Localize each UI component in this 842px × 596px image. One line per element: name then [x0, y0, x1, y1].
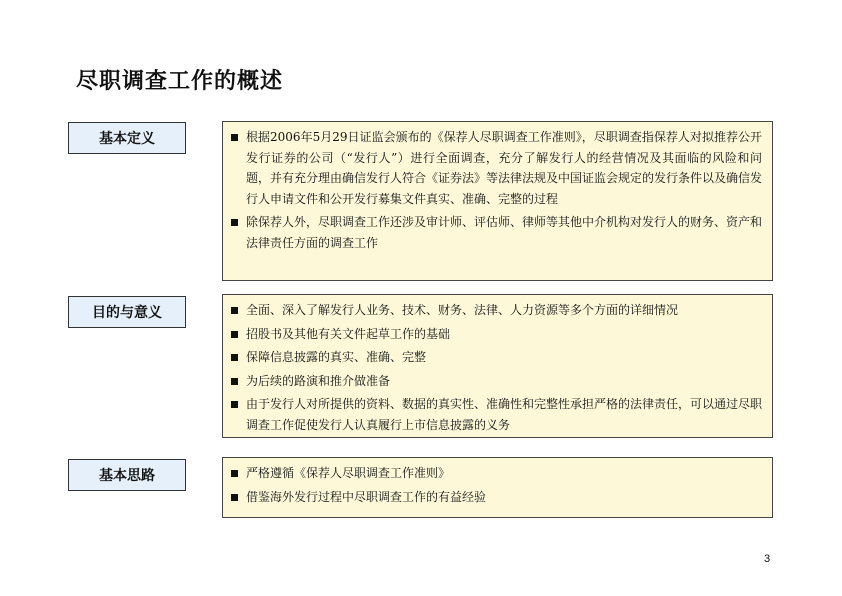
list-item: 全面、深入了解发行人业务、技术、财务、法律、人力资源等多个方面的详细情况: [231, 300, 762, 321]
section-content-approach: [222, 457, 773, 518]
section-label-purpose: 目的与意义: [68, 296, 186, 328]
list-item: 借鉴海外发行过程中尽职调查工作的有益经验: [231, 487, 762, 508]
square-bullet-icon: [231, 470, 238, 477]
square-bullet-icon: [231, 307, 238, 314]
list-item: 招股书及其他有关文件起草工作的基础: [231, 324, 762, 345]
list-item: 由于发行人对所提供的资料、数据的真实性、准确性和完整性承担严格的法律责任，可以通过尽职调查工作促使发行人认真履行上市信息披露的义务: [231, 394, 762, 435]
list-item: 严格遵循《保荐人尽职调查工作准则》: [231, 463, 762, 484]
square-bullet-icon: [231, 494, 238, 501]
square-bullet-icon: [231, 401, 238, 408]
square-bullet-icon: [231, 354, 238, 361]
page-number: 3: [764, 553, 771, 565]
list-item: 根据2006年5月29日证监会颁布的《保荐人尽职调查工作准则》，尽职调查指保荐人对拟推荐公开发行证券的公司（“发行人”）进行全面调查，充分了解发行人的经营情况及其面临的风险和问题，并有充分理由确信发行人符合《证券法》等法律法规及中国证监会规定的发行条件以及确信发行人申请文件和公开发行募集文件真实、准确、完整的过程: [231, 127, 762, 209]
list-item: 保障信息披露的真实、准确、完整: [231, 347, 762, 368]
section-label-definition: 基本定义: [68, 122, 186, 154]
square-bullet-icon: [231, 134, 238, 141]
list-item: 除保荐人外，尽职调查工作还涉及审计师、评估师、律师等其他中介机构对发行人的财务、资产和法律责任方面的调查工作: [231, 212, 762, 253]
section-content-purpose: [222, 294, 773, 438]
section-label-approach: 基本思路: [68, 459, 186, 491]
square-bullet-icon: [231, 219, 238, 226]
square-bullet-icon: [231, 331, 238, 338]
list-item: 为后续的路演和推介做准备: [231, 371, 762, 392]
square-bullet-icon: [231, 378, 238, 385]
section-content-definition: [222, 121, 773, 281]
page-title: 尽职调查工作的概述: [76, 68, 284, 94]
